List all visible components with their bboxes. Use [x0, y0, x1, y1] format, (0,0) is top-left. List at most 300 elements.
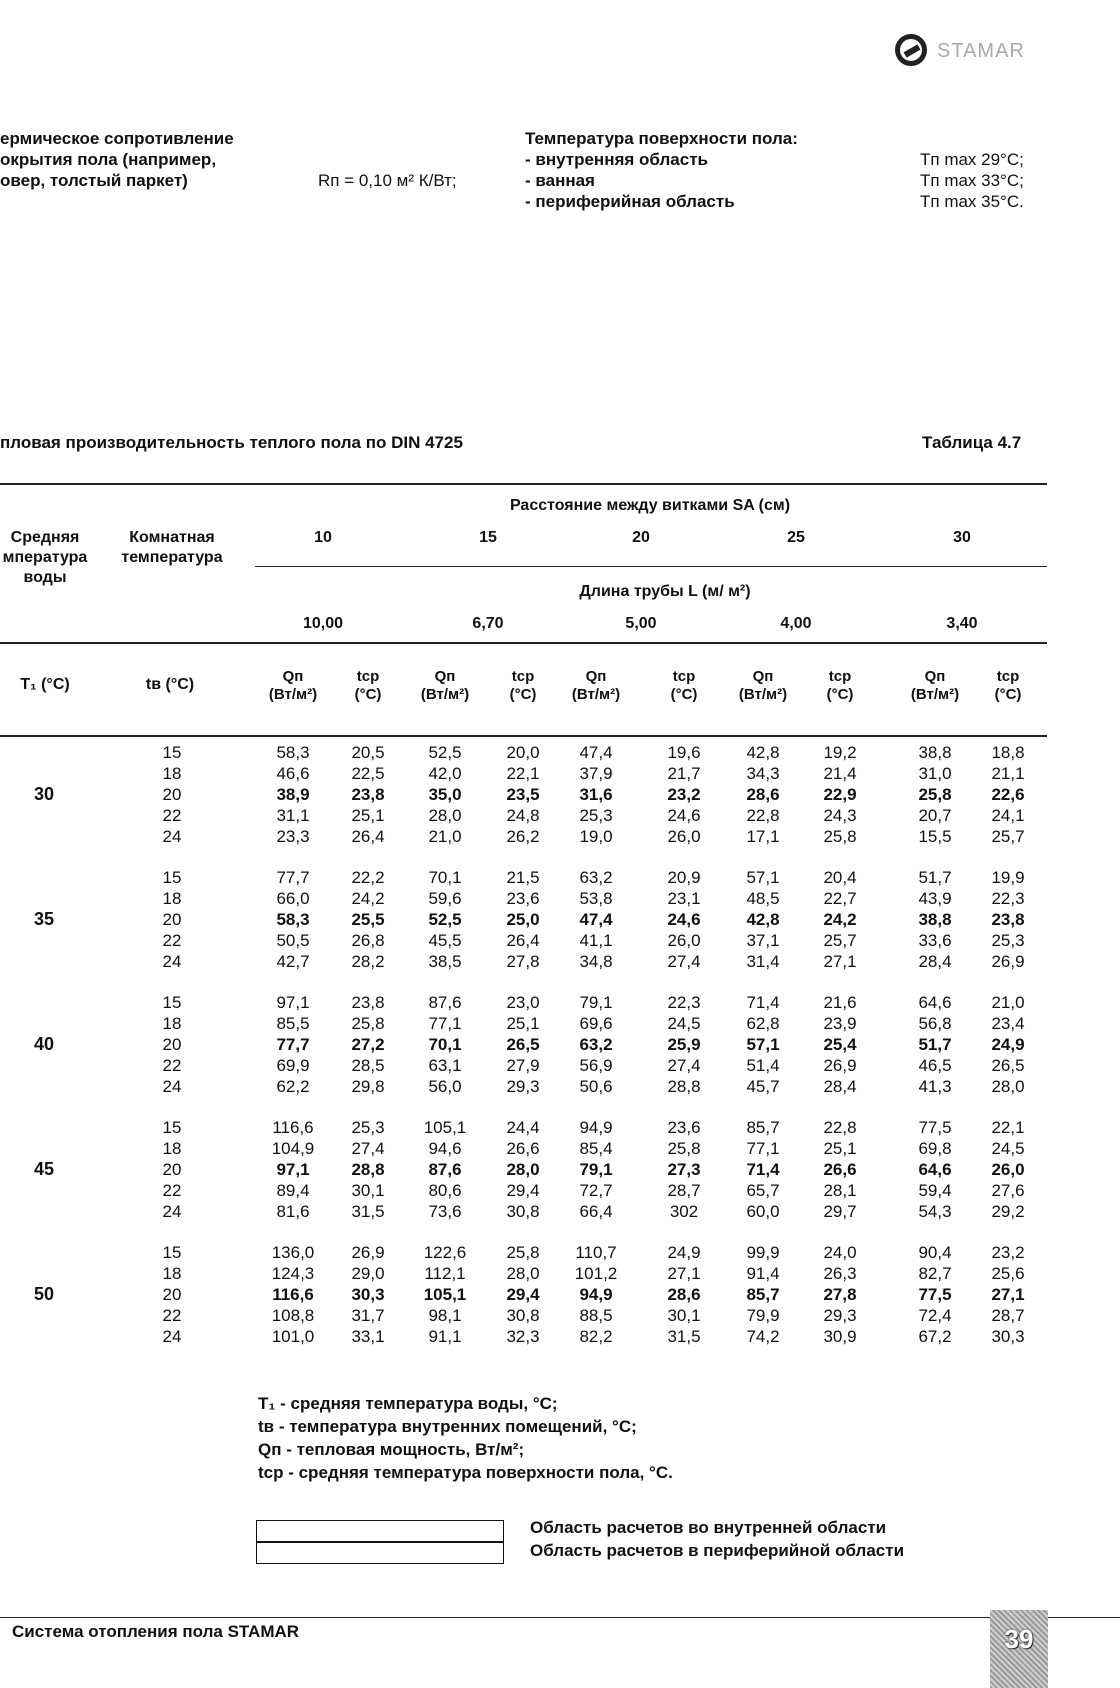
- power-cell: 67,2: [918, 1327, 952, 1346]
- unit-t-symbol: tср: [672, 668, 696, 685]
- room-temp-cell: 24: [162, 1077, 182, 1096]
- header-line: Комнатная: [129, 529, 215, 546]
- unit-q-symbol: Qп: [434, 668, 456, 685]
- room-temp-cell: 22: [162, 1181, 182, 1200]
- power-cell: 97,1: [276, 1160, 310, 1179]
- power-cell: 87,6: [428, 1160, 462, 1179]
- area-label-peripheral: - периферийная область: [525, 192, 735, 211]
- surface-temp-cell: 28,1: [823, 1181, 857, 1200]
- unit-q-units: (Вт/м²): [571, 686, 621, 703]
- surface-temp-cell: 22,5: [351, 764, 385, 783]
- power-cell: 57,1: [746, 868, 780, 887]
- power-cell: 65,7: [746, 1181, 780, 1200]
- unit-q-symbol: Qп: [752, 668, 774, 685]
- water-temp-cell: 45: [33, 1159, 55, 1179]
- surface-temp-cell: 26,6: [506, 1139, 540, 1158]
- surface-temp-cell: 26,6: [823, 1160, 857, 1179]
- power-cell: 64,6: [918, 1160, 952, 1179]
- water-temp-cell: 35: [33, 909, 55, 929]
- power-cell: 20,7: [918, 806, 952, 825]
- power-cell: 136,0: [271, 1243, 315, 1262]
- area-value-bath: Tп max 33°C;: [920, 171, 1024, 190]
- symbol-legend: [258, 1392, 673, 1484]
- surface-temp-cell: 30,8: [506, 1306, 540, 1325]
- length-value: 5,00: [625, 615, 657, 632]
- power-cell: 35,0: [428, 785, 462, 804]
- surface-temp-cell: 27,9: [506, 1056, 540, 1075]
- surface-temp-cell: 19,2: [823, 743, 857, 762]
- power-cell: 45,5: [428, 931, 462, 950]
- room-temp-cell: 18: [162, 1014, 182, 1033]
- power-cell: 51,7: [918, 868, 952, 887]
- power-cell: 42,8: [746, 743, 780, 762]
- logo-mark-icon: [895, 34, 927, 66]
- power-cell: 94,6: [428, 1139, 462, 1158]
- surface-temp-cell: 26,9: [351, 1243, 385, 1262]
- room-temp-cell: 24: [162, 1202, 182, 1221]
- surface-temp-cell: 24,6: [667, 806, 701, 825]
- power-cell: 47,4: [579, 743, 613, 762]
- surface-temp-cell: 25,3: [351, 1118, 385, 1137]
- power-cell: 51,7: [918, 1035, 952, 1054]
- surface-temp-cell: 28,6: [667, 1285, 701, 1304]
- surface-temp-cell: 27,8: [823, 1285, 857, 1304]
- power-cell: 116,6: [272, 1285, 314, 1304]
- room-temp-cell: 20: [162, 1035, 182, 1054]
- power-cell: 66,0: [276, 889, 310, 908]
- unit-tv: tв (°C): [145, 676, 195, 693]
- spacing-value: 25: [787, 529, 805, 546]
- power-cell: 58,3: [276, 743, 310, 762]
- power-cell: 82,2: [579, 1327, 613, 1346]
- power-cell: 43,9: [918, 889, 952, 908]
- power-cell: 38,8: [918, 743, 952, 762]
- power-cell: 17,1: [746, 827, 780, 846]
- power-cell: 72,4: [918, 1306, 952, 1325]
- area-value-internal: Tп max 29°C;: [920, 150, 1024, 169]
- surface-temp-cell: 22,1: [506, 764, 540, 783]
- power-cell: 34,8: [579, 952, 613, 971]
- surface-temp-cell: 29,0: [351, 1264, 385, 1283]
- legend-item: tср - средняя температура поверхности пола, °C.: [258, 1463, 673, 1482]
- surface-temperature-block: [525, 128, 798, 212]
- surface-temp-cell: 29,4: [506, 1181, 540, 1200]
- header-line: Средняя: [10, 529, 80, 546]
- power-cell: 22,8: [746, 806, 780, 825]
- surface-temp-cell: 22,3: [991, 889, 1025, 908]
- surface-temp-cell: 29,2: [991, 1202, 1025, 1221]
- unit-t-symbol: tср: [356, 668, 380, 685]
- surface-temp-cell: 27,6: [991, 1181, 1025, 1200]
- surface-temp-cell: 28,4: [823, 1077, 857, 1096]
- spacing-header: Расстояние между витками SA (см): [509, 497, 791, 514]
- unit-q: [890, 668, 980, 704]
- power-cell: 70,1: [428, 1035, 462, 1054]
- power-cell: 94,9: [579, 1118, 613, 1137]
- surface-temp-cell: 302: [669, 1202, 699, 1221]
- length-value: 10,00: [302, 615, 344, 632]
- surface-temp-cell: 20,0: [506, 743, 540, 762]
- surface-temp-cell: 27,4: [351, 1139, 385, 1158]
- power-cell: 85,7: [746, 1285, 780, 1304]
- power-cell: 52,5: [428, 910, 462, 929]
- power-cell: 77,1: [428, 1014, 462, 1033]
- power-cell: 21,0: [428, 827, 462, 846]
- power-cell: 73,6: [428, 1202, 462, 1221]
- resistance-value: Rп = 0,10 м² К/Вт;: [318, 171, 457, 190]
- unit-t-symbol: tср: [511, 668, 535, 685]
- area-legend-peripheral: Область расчетов в периферийной области: [530, 1541, 905, 1560]
- power-cell: 69,8: [918, 1139, 952, 1158]
- power-cell: 79,9: [746, 1306, 780, 1325]
- room-temp-cell: 20: [162, 1285, 182, 1304]
- surface-temp-cell: 22,7: [823, 889, 857, 908]
- surface-temp-cell: 30,3: [351, 1285, 385, 1304]
- power-cell: 56,8: [918, 1014, 952, 1033]
- surface-temp-cell: 25,9: [667, 1035, 701, 1054]
- unit-q-units: (Вт/м²): [910, 686, 960, 703]
- power-cell: 42,7: [276, 952, 310, 971]
- room-temp-cell: 22: [162, 1056, 182, 1075]
- surface-temp-cell: 25,3: [991, 931, 1025, 950]
- room-temp-cell: 24: [162, 1327, 182, 1346]
- surface-temp-cell: 27,1: [823, 952, 857, 971]
- surface-temp-cell: 29,3: [506, 1077, 540, 1096]
- room-temp-cell: 18: [162, 889, 182, 908]
- power-cell: 48,5: [746, 889, 780, 908]
- col-room-temp-header: [112, 528, 232, 568]
- surface-temp-cell: 22,9: [823, 785, 857, 804]
- power-cell: 45,7: [746, 1077, 780, 1096]
- header-line: температура: [121, 549, 223, 566]
- room-temp-cell: 15: [162, 1118, 182, 1137]
- unit-t: [333, 668, 403, 704]
- power-cell: 19,0: [579, 827, 613, 846]
- room-temp-cell: 20: [162, 785, 182, 804]
- surface-temp-cell: 25,1: [351, 806, 385, 825]
- footer-rule: [0, 1617, 1120, 1618]
- surface-temp-cell: 23,2: [667, 785, 701, 804]
- surface-temp-cell: 20,5: [351, 743, 385, 762]
- water-temp-cell: 30: [33, 784, 55, 804]
- surface-temp-cell: 28,8: [667, 1077, 701, 1096]
- surface-temp-cell: 26,2: [506, 827, 540, 846]
- surface-temperature-title: Температура поверхности пола:: [525, 129, 798, 148]
- surface-temp-cell: 26,3: [823, 1264, 857, 1283]
- power-cell: 108,8: [271, 1306, 315, 1325]
- power-cell: 79,1: [579, 1160, 613, 1179]
- room-temp-cell: 15: [162, 868, 182, 887]
- surface-temp-cell: 22,8: [823, 1118, 857, 1137]
- power-cell: 46,6: [276, 764, 310, 783]
- power-cell: 41,1: [579, 931, 613, 950]
- surface-temp-cell: 26,5: [506, 1035, 540, 1054]
- power-cell: 28,4: [918, 952, 952, 971]
- surface-temp-cell: 25,1: [506, 1014, 540, 1033]
- spacing-rule: [255, 566, 1047, 567]
- surface-temp-cell: 23,9: [823, 1014, 857, 1033]
- page-number-badge: [990, 1610, 1048, 1688]
- power-cell: 63,2: [579, 1035, 613, 1054]
- power-cell: 52,5: [428, 743, 462, 762]
- unit-t-units: (°C): [826, 686, 854, 703]
- power-cell: 101,0: [271, 1327, 315, 1346]
- surface-temp-cell: 24,3: [823, 806, 857, 825]
- power-cell: 60,0: [746, 1202, 780, 1221]
- unit-t: [649, 668, 719, 704]
- power-cell: 98,1: [428, 1306, 462, 1325]
- room-temp-cell: 15: [162, 993, 182, 1012]
- power-cell: 122,6: [423, 1243, 467, 1262]
- unit-t-units: (°C): [994, 686, 1022, 703]
- unit-t: [488, 668, 558, 704]
- surface-temp-cell: 24,2: [351, 889, 385, 908]
- power-cell: 81,6: [276, 1202, 310, 1221]
- surface-temp-cell: 28,7: [991, 1306, 1025, 1325]
- power-cell: 28,6: [746, 785, 780, 804]
- resistance-line: овер, толстый паркет): [0, 171, 188, 190]
- surface-temp-cell: 26,9: [823, 1056, 857, 1075]
- surface-temp-cell: 25,5: [351, 910, 385, 929]
- table-caption: пловая производительность теплого пола по DIN 4725: [0, 433, 463, 452]
- surface-temp-cell: 23,1: [667, 889, 701, 908]
- power-cell: 105,1: [423, 1285, 467, 1304]
- power-cell: 38,9: [276, 785, 310, 804]
- room-temp-cell: 18: [162, 1139, 182, 1158]
- surface-temp-cell: 27,1: [991, 1285, 1025, 1304]
- surface-temp-cell: 23,4: [991, 1014, 1025, 1033]
- surface-temp-cell: 24,2: [823, 910, 857, 929]
- surface-temp-cell: 29,3: [823, 1306, 857, 1325]
- power-cell: 47,4: [579, 910, 613, 929]
- power-cell: 25,8: [918, 785, 952, 804]
- power-cell: 70,1: [428, 868, 462, 887]
- power-cell: 57,1: [746, 1035, 780, 1054]
- unit-q-symbol: Qп: [924, 668, 946, 685]
- power-cell: 66,4: [579, 1202, 613, 1221]
- power-cell: 77,7: [276, 1035, 310, 1054]
- power-cell: 31,4: [746, 952, 780, 971]
- spacing-value: 20: [632, 529, 650, 546]
- surface-temp-cell: 31,5: [351, 1202, 385, 1221]
- surface-temp-cell: 28,2: [351, 952, 385, 971]
- surface-temperature-values: [920, 149, 1024, 212]
- power-cell: 37,1: [746, 931, 780, 950]
- surface-temp-cell: 29,7: [823, 1202, 857, 1221]
- unit-q: [400, 668, 490, 704]
- water-temp-cell: 40: [33, 1034, 55, 1054]
- power-cell: 94,9: [579, 1285, 613, 1304]
- power-cell: 41,3: [918, 1077, 952, 1096]
- power-cell: 116,6: [272, 1118, 314, 1137]
- unit-q-units: (Вт/м²): [420, 686, 470, 703]
- surface-temp-cell: 23,6: [506, 889, 540, 908]
- surface-temp-cell: 25,8: [823, 827, 857, 846]
- power-cell: 79,1: [579, 993, 613, 1012]
- surface-temp-cell: 28,8: [351, 1160, 385, 1179]
- surface-temp-cell: 26,4: [506, 931, 540, 950]
- surface-temp-cell: 32,3: [506, 1327, 540, 1346]
- power-cell: 89,4: [276, 1181, 310, 1200]
- legend-item: T₁ - средняя температура воды, °C;: [258, 1394, 558, 1413]
- surface-temp-cell: 22,6: [991, 785, 1025, 804]
- power-cell: 63,1: [428, 1056, 462, 1075]
- room-temp-cell: 20: [162, 910, 182, 929]
- surface-temp-cell: 27,4: [667, 1056, 701, 1075]
- power-cell: 62,8: [746, 1014, 780, 1033]
- table-top-rule: [0, 483, 1047, 485]
- surface-temp-cell: 26,9: [991, 952, 1025, 971]
- unit-q-symbol: Qп: [585, 668, 607, 685]
- power-cell: 112,1: [424, 1264, 466, 1283]
- area-label-internal: - внутренняя область: [525, 150, 708, 169]
- surface-temp-cell: 26,0: [667, 827, 701, 846]
- power-cell: 34,3: [746, 764, 780, 783]
- unit-t-units: (°C): [354, 686, 382, 703]
- header-line: воды: [23, 569, 67, 586]
- power-cell: 91,4: [746, 1264, 780, 1283]
- table-number: Таблица 4.7: [922, 433, 1022, 452]
- surface-temp-cell: 28,0: [506, 1264, 540, 1283]
- power-cell: 110,7: [575, 1243, 617, 1262]
- surface-temp-cell: 21,7: [667, 764, 701, 783]
- area-legend-internal: Область расчетов во внутренней области: [530, 1518, 887, 1537]
- power-cell: 90,4: [918, 1243, 952, 1262]
- unit-t-symbol: tср: [996, 668, 1020, 685]
- units-bottom-rule: [0, 735, 1047, 737]
- surface-temp-cell: 25,8: [506, 1243, 540, 1262]
- power-cell: 23,3: [276, 827, 310, 846]
- power-cell: 85,7: [746, 1118, 780, 1137]
- room-temp-cell: 22: [162, 931, 182, 950]
- surface-temp-cell: 21,1: [991, 764, 1025, 783]
- surface-temp-cell: 25,4: [823, 1035, 857, 1054]
- power-cell: 42,0: [428, 764, 462, 783]
- peripheral-area-swatch: [256, 1542, 504, 1564]
- power-cell: 69,9: [276, 1056, 310, 1075]
- room-temp-cell: 22: [162, 1306, 182, 1325]
- power-cell: 87,6: [428, 993, 462, 1012]
- power-cell: 82,7: [918, 1264, 952, 1283]
- power-cell: 77,5: [918, 1118, 952, 1137]
- room-temp-cell: 24: [162, 952, 182, 971]
- surface-temp-cell: 25,7: [991, 827, 1025, 846]
- surface-temp-cell: 29,4: [506, 1285, 540, 1304]
- power-cell: 104,9: [271, 1139, 315, 1158]
- surface-temp-cell: 25,0: [506, 910, 540, 929]
- surface-temp-cell: 30,8: [506, 1202, 540, 1221]
- power-cell: 25,3: [579, 806, 613, 825]
- unit-t: [973, 668, 1043, 704]
- power-cell: 54,3: [918, 1202, 952, 1221]
- page-number: 39: [1004, 1624, 1034, 1654]
- power-cell: 63,2: [579, 868, 613, 887]
- stamar-logo: [895, 32, 1055, 72]
- power-cell: 51,4: [746, 1056, 780, 1075]
- power-cell: 31,0: [918, 764, 952, 783]
- surface-temp-cell: 30,3: [991, 1327, 1025, 1346]
- spacing-value: 15: [479, 529, 497, 546]
- power-cell: 99,9: [746, 1243, 780, 1262]
- legend-item: Qп - тепловая мощность, Вт/м²;: [258, 1440, 525, 1459]
- surface-temp-cell: 24,9: [667, 1243, 701, 1262]
- surface-temp-cell: 24,5: [991, 1139, 1025, 1158]
- surface-temp-cell: 33,1: [351, 1327, 385, 1346]
- col-water-temp-header: [0, 528, 90, 588]
- surface-temp-cell: 26,4: [351, 827, 385, 846]
- power-cell: 69,6: [579, 1014, 613, 1033]
- unit-t-units: (°C): [509, 686, 537, 703]
- surface-temp-cell: 24,1: [991, 806, 1025, 825]
- surface-temp-cell: 23,8: [351, 993, 385, 1012]
- surface-temp-cell: 22,3: [667, 993, 701, 1012]
- unit-q: [248, 668, 338, 704]
- power-cell: 38,8: [918, 910, 952, 929]
- footer-title: Система отопления пола STAMAR: [12, 1622, 300, 1641]
- surface-temp-cell: 23,2: [991, 1243, 1025, 1262]
- room-temp-cell: 15: [162, 743, 182, 762]
- length-value: 3,40: [946, 615, 978, 632]
- power-cell: 56,9: [579, 1056, 613, 1075]
- power-cell: 31,1: [276, 806, 310, 825]
- surface-temp-cell: 31,7: [351, 1306, 385, 1325]
- resistance-description: [0, 128, 234, 191]
- power-cell: 50,5: [276, 931, 310, 950]
- surface-temp-cell: 28,0: [991, 1077, 1025, 1096]
- power-cell: 71,4: [746, 1160, 780, 1179]
- unit-t-units: (°C): [670, 686, 698, 703]
- surface-temp-cell: 21,6: [823, 993, 857, 1012]
- surface-temp-cell: 28,5: [351, 1056, 385, 1075]
- power-cell: 72,7: [579, 1181, 613, 1200]
- power-cell: 124,3: [271, 1264, 315, 1283]
- surface-temp-cell: 19,6: [667, 743, 701, 762]
- surface-temp-cell: 23,5: [506, 785, 540, 804]
- surface-temp-cell: 30,1: [351, 1181, 385, 1200]
- room-temp-cell: 15: [162, 1243, 182, 1262]
- length-value: 4,00: [780, 615, 812, 632]
- power-cell: 105,1: [423, 1118, 467, 1137]
- surface-temp-cell: 27,4: [667, 952, 701, 971]
- power-cell: 59,6: [428, 889, 462, 908]
- surface-temp-cell: 27,3: [667, 1160, 701, 1179]
- surface-temp-cell: 28,0: [506, 1160, 540, 1179]
- power-cell: 28,0: [428, 806, 462, 825]
- power-cell: 38,5: [428, 952, 462, 971]
- power-cell: 101,2: [574, 1264, 618, 1283]
- internal-area-swatch: [256, 1520, 504, 1542]
- power-cell: 15,5: [918, 827, 952, 846]
- surface-temp-cell: 29,8: [351, 1077, 385, 1096]
- power-cell: 71,4: [746, 993, 780, 1012]
- surface-temp-cell: 24,0: [823, 1243, 857, 1262]
- surface-temp-cell: 19,9: [991, 868, 1025, 887]
- unit-t-symbol: tср: [828, 668, 852, 685]
- room-temp-cell: 22: [162, 806, 182, 825]
- unit-t: [805, 668, 875, 704]
- power-cell: 53,8: [579, 889, 613, 908]
- surface-temp-cell: 30,9: [823, 1327, 857, 1346]
- surface-temp-cell: 26,5: [991, 1056, 1025, 1075]
- surface-temp-cell: 28,7: [667, 1181, 701, 1200]
- power-cell: 77,1: [746, 1139, 780, 1158]
- surface-temp-cell: 27,8: [506, 952, 540, 971]
- surface-temp-cell: 23,0: [506, 993, 540, 1012]
- length-value: 6,70: [472, 615, 504, 632]
- surface-temp-cell: 22,2: [351, 868, 385, 887]
- power-cell: 42,8: [746, 910, 780, 929]
- surface-temp-cell: 18,8: [991, 743, 1025, 762]
